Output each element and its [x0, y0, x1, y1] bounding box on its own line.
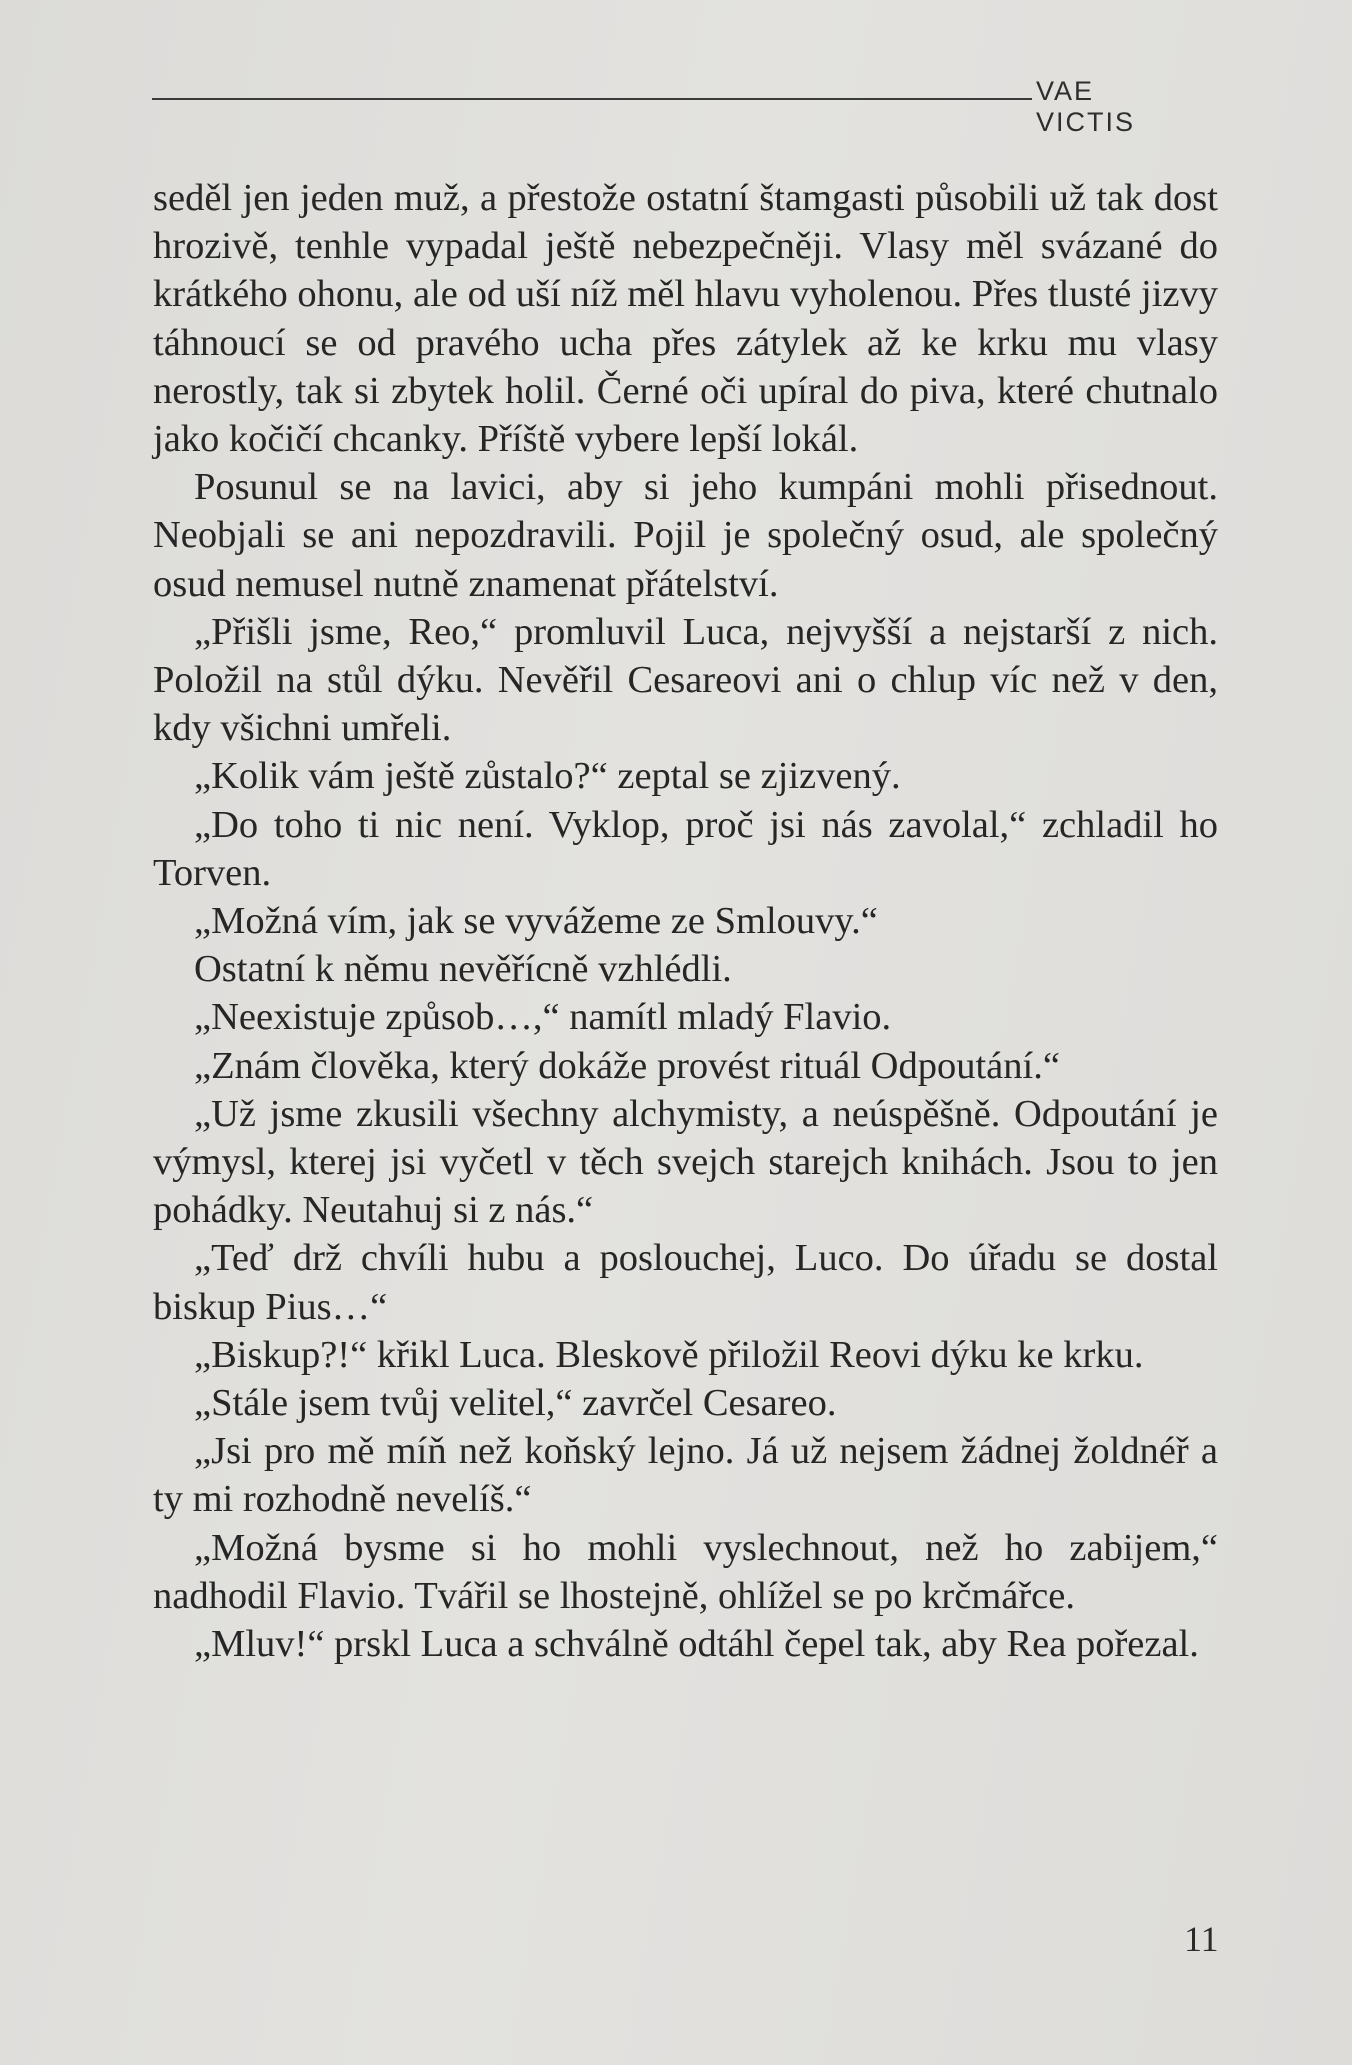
paragraph: „Mluv!“ prskl Luca a schválně odtáhl čepel tak, aby Rea pořezal. — [194, 1623, 1199, 1666]
header-rule — [152, 98, 1032, 100]
paragraph: „Možná bysme si ho mohli vyslechnout, než ho zabijem,“ nadhodil Flavio. Tvářil se lhostejně, ohlížel se po krčmářce. — [153, 1526, 1218, 1617]
paragraph: „Kolik vám ještě zůstalo?“ zeptal se zjizvený. — [194, 755, 901, 798]
paragraph: „Teď drž chvíli hubu a poslouchej, Luco. Do úřadu se dostal biskup Pius…“ — [153, 1237, 1218, 1328]
paragraph: „Neexistuje způsob…,“ namítl mladý Flavio. — [194, 996, 892, 1039]
paragraph: „Do toho ti nic není. Vyklop, proč jsi nás zavolal,“ zchladil ho Torven. — [153, 803, 1218, 894]
page-number: 11 — [1184, 1919, 1219, 1959]
paragraph: „Jsi pro mě míň než koňský lejno. Já už nejsem žádnej žoldnéř a ty mi rozhodně nevelíš.“ — [153, 1430, 1218, 1521]
body-text — [153, 174, 1218, 1668]
paragraph: seděl jen jeden muž, a přestože ostatní štamgasti působili už tak dost hrozivě, tenhle vypadal ještě nebezpečněji. Vlasy měl svázané do krátkého ohonu, ale od uší níž měl hlavu vyholenou. Přes tlusté jizvy táhnoucí se od pravého ucha přes zátylek až ke krku mu vlasy nerostly, tak si zbytek holil. Černé oči upíral do piva, které chutnalo jako kočičí chcanky. Příště vybere lepší lokál. — [153, 177, 1218, 461]
paragraph: Ostatní k němu nevěřícně vzhlédli. — [194, 948, 732, 991]
paragraph: „Znám člověka, který dokáže provést rituál Odpoutání.“ — [194, 1044, 1060, 1087]
paragraph: „Už jsme zkusili všechny alchymisty, a neúspěšně. Odpoutání je výmysl, kterej jsi vyčetl v těch svejch starejch knihách. Jsou to jen pohádky. Neutahuj si z nás.“ — [153, 1092, 1218, 1232]
paragraph: „Možná vím, jak se vyvážeme ze Smlouvy.“ — [194, 900, 878, 943]
paragraph: Posunul se na lavici, aby si jeho kumpáni mohli přisednout. Neobjali se ani nepozdravili. Pojil je společný osud, ale společný osud nemusel nutně znamenat přátelství. — [153, 466, 1218, 605]
running-title: VAE VICTIS — [1036, 76, 1136, 137]
paragraph: „Přišli jsme, Reo,“ promluvil Luca, nejvyšší a nejstarší z nich. Položil na stůl dýku. Nevěřil Cesareovi ani o chlup víc než v den, kdy všichni umřeli. — [153, 610, 1218, 750]
paragraph: „Stále jsem tvůj velitel,“ zavrčel Cesareo. — [194, 1382, 837, 1425]
running-header — [152, 76, 1202, 137]
paragraph: „Biskup?!“ křikl Luca. Bleskově přiložil Reovi dýku ke krku. — [194, 1333, 1144, 1376]
